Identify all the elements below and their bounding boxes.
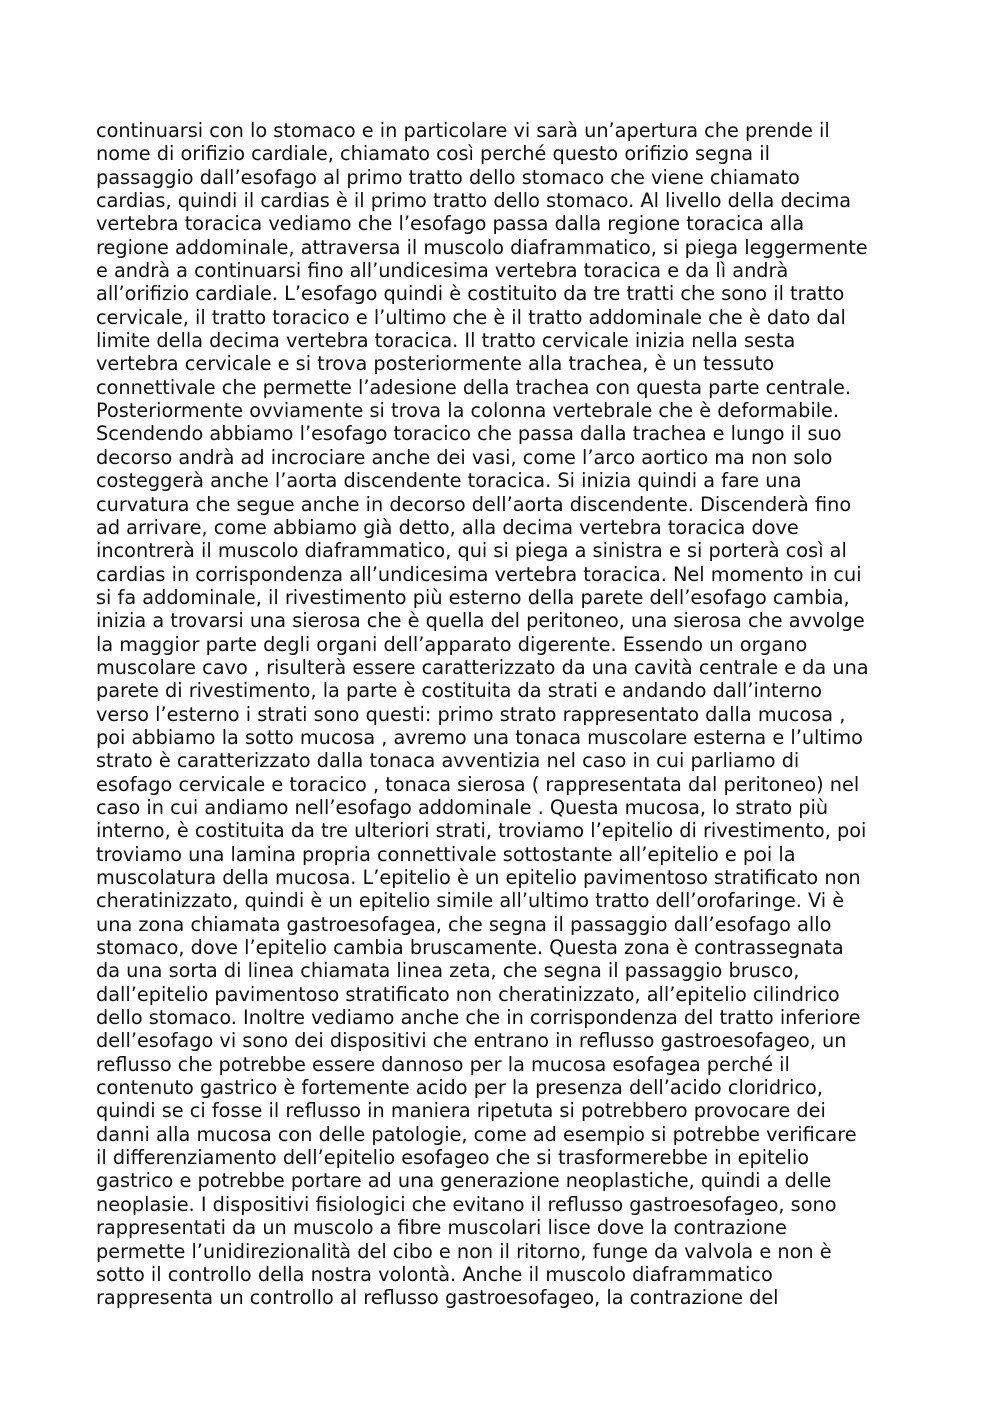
text-line: dall’epitelio pavimentoso stratificato non cheratinizzato, all’epitelio cilindrico	[96, 982, 840, 1006]
text-line: nome di orifizio cardiale, chiamato così perché questo orifizio segna il	[96, 142, 770, 166]
text-line: quindi se ci fosse il reflusso in maniera ripetuta si potrebbero provocare dei	[96, 1099, 826, 1123]
text-line: neoplasie. I dispositivi fisiologici che evitano il reflusso gastroesofageo, sono	[96, 1192, 837, 1216]
text-line: esofago cervicale e toracico , tonaca sierosa ( rappresentata dal peritoneo) nel	[96, 772, 860, 796]
text-line: connettivale che permette l’adesione della trachea con questa parte centrale.	[96, 375, 852, 399]
text-line: all’orifizio cardiale. L’esofago quindi è costituito da tre tratti che sono il tratto	[96, 282, 845, 306]
text-line: curvatura che segue anche in decorso dell’aorta discendente. Discenderà fino	[96, 492, 852, 516]
text-line: rappresentati da un muscolo a fibre muscolari lisce dove la contrazione	[96, 1216, 787, 1240]
text-line: da una sorta di linea chiamata linea zeta, che segna il passaggio brusco,	[96, 959, 800, 983]
text-line: poi abbiamo la sotto mucosa , avremo una tonaca muscolare esterna e l’ultimo	[96, 725, 863, 749]
text-line: stomaco, dove l’epitelio cambia bruscamente. Questa zona è contrassegnata	[96, 936, 844, 960]
text-line: rappresenta un controllo al reflusso gastroesofageo, la contrazione del	[96, 1286, 779, 1310]
text-line: il differenziamento dell’epitelio esofageo che si trasformerebbe in epitelio	[96, 1146, 810, 1170]
text-line: reflusso che potrebbe essere dannoso per la mucosa esofagea perché il	[96, 1052, 790, 1076]
text-line: cheratinizzato, quindi è un epitelio simile all’ultimo tratto dell’orofaringe. Vi è	[96, 889, 845, 913]
text-line: cardias in corrispondenza all’undicesima vertebra toracica. Nel momento in cui	[96, 562, 862, 586]
text-line: gastrico e potrebbe portare ad una generazione neoplastiche, quindi a delle	[96, 1169, 832, 1193]
document-body	[96, 119, 916, 1310]
text-line: muscolatura della mucosa. L’epitelio è un epitelio pavimentoso stratificato non	[96, 866, 861, 889]
text-line: passaggio dall’esofago al primo tratto dello stomaco che viene chiamato	[96, 165, 800, 189]
text-line: contenuto gastrico è fortemente acido per la presenza dell’acido cloridrico,	[96, 1076, 823, 1100]
text-line: parete di rivestimento, la parte è costituita da strati e andando dall’interno	[96, 679, 823, 703]
text-line: incontrerà il muscolo diaframmatico, qui si piega a sinistra e si porterà così al	[96, 539, 847, 563]
text-line: cervicale, il tratto toracico e l’ultimo che è il tratto addominale che è dato dal	[96, 305, 846, 329]
text-line: caso in cui andiamo nell’esofago addominale . Questa mucosa, lo strato più	[96, 795, 829, 819]
text-line: una zona chiamata gastroesofagea, che segna il passaggio dall’esofago allo	[96, 912, 832, 936]
text-line: vertebra cervicale e si trova posteriormente alla trachea, è un tessuto	[96, 352, 775, 376]
text-line: costeggerà anche l’aorta discendente toracica. Si inizia quindi a fare una	[96, 469, 802, 493]
text-line: la maggior parte degli organi dell’apparato digerente. Essendo un organo	[96, 632, 808, 656]
text-line: si fa addominale, il rivestimento più esterno della parete dell’esofago cambia,	[96, 585, 850, 609]
text-line: Scendendo abbiamo l’esofago toracico che passa dalla trachea e lungo il suo	[96, 422, 842, 446]
text-line: interno, è costituita da tre ulteriori strati, troviamo l’epitelio di rivestimento, poi	[96, 819, 867, 843]
text-line: regione addominale, attraversa il muscolo diaframmatico, si piega leggermente	[96, 235, 868, 259]
text-line: strato è caratterizzato dalla tonaca avventizia nel caso in cui parliamo di	[96, 749, 800, 773]
text-line: dell’esofago vi sono dei dispositivi che entrano in reflusso gastroesofageo, un	[96, 1029, 847, 1053]
text-line: inizia a trovarsi una sierosa che è quella del peritoneo, una sierosa che avvolge	[96, 609, 865, 633]
text-line: ad arrivare, come abbiamo già detto, alla decima vertebra toracica dove	[96, 515, 799, 539]
text-line: vertebra toracica vediamo che l’esofago passa dalla regione toracica alla	[96, 212, 805, 236]
text-line: dello stomaco. Inoltre vediamo anche che in corrispondenza del tratto inferiore	[96, 1006, 861, 1030]
text-line: verso l’esterno i strati sono questi: primo strato rappresentato dalla mucosa ,	[96, 702, 846, 726]
text-line: muscolare cavo , risulterà essere caratterizzato da una cavità centrale e da una	[96, 655, 869, 679]
text-line: decorso andrà ad incrociare anche dei vasi, come l’arco aortico ma non solo	[96, 445, 833, 469]
text-line: Posteriormente ovviamente si trova la colonna vertebrale che è deformabile.	[96, 399, 840, 423]
text-line: e andrà a continuarsi fino all’undicesima vertebra toracica e da lì andrà	[96, 259, 789, 283]
text-line: troviamo una lamina propria connettivale sottostante all’epitelio e poi la	[96, 842, 796, 866]
text-line: cardias, quindi il cardias è il primo tratto dello stomaco. Al livello della decima	[96, 189, 852, 213]
text-line: permette l’unidirezionalità del cibo e non il ritorno, funge da valvola e non è	[96, 1239, 832, 1263]
text-line: danni alla mucosa con delle patologie, come ad esempio si potrebbe verificare	[96, 1122, 857, 1146]
text-line: limite della decima vertebra toracica. Il tratto cervicale inizia nella sesta	[96, 329, 796, 353]
text-line: sotto il controllo della nostra volontà. Anche il muscolo diaframmatico	[96, 1262, 773, 1286]
text-line: continuarsi con lo stomaco e in particolare vi sarà un’apertura che prende il	[96, 119, 830, 142]
